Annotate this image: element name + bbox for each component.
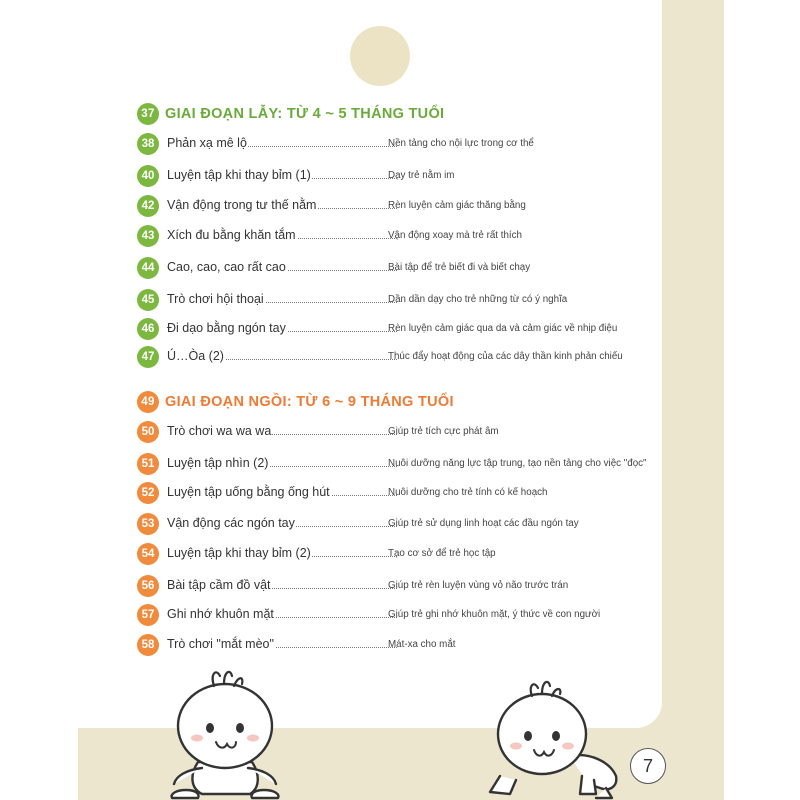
- decorative-circle: [350, 26, 410, 86]
- entry-description: Rèn luyện cảm giác thăng bằng: [388, 200, 526, 211]
- entry-description: Tạo cơ sở để trẻ học tập: [388, 548, 496, 559]
- toc-entry[interactable]: [137, 195, 597, 217]
- toc-entry[interactable]: [137, 575, 597, 597]
- entry-description: Vận động xoay mà trẻ rất thích: [388, 230, 522, 241]
- page-badge: 52: [137, 482, 159, 504]
- section-title: GIAI ĐOẠN NGỒI: TỪ 6 ~ 9 THÁNG TUỔI: [165, 394, 454, 410]
- section-header-lay: [137, 103, 444, 125]
- page-badge: 44: [137, 257, 159, 279]
- entry-title: Xích đu bằng khăn tắm: [167, 228, 296, 242]
- page-badge: 37: [137, 103, 159, 125]
- page-badge: 43: [137, 225, 159, 247]
- page-badge: 58: [137, 634, 159, 656]
- page-margin-left: [0, 0, 78, 800]
- entry-title: Luyện tập nhìn (2): [167, 456, 269, 470]
- entry-description: Giúp trẻ tích cực phát âm: [388, 426, 499, 437]
- entry-description: Nuôi dưỡng năng lực tập trung, tạo nền tảng cho việc "đọc": [388, 458, 647, 469]
- page-badge: 47: [137, 346, 159, 368]
- entry-title: Trò chơi hội thoại: [167, 292, 264, 306]
- entry-description: Dần dần dạy cho trẻ những từ có ý nghĩa: [388, 294, 568, 305]
- toc-entry[interactable]: [137, 543, 597, 565]
- baby-crawling-illustration: [470, 676, 630, 800]
- entry-title: Luyện tập uống bằng ống hút: [167, 485, 330, 499]
- toc-entry[interactable]: [137, 346, 623, 368]
- page-badge: 57: [137, 604, 159, 626]
- entry-description: Dạy trẻ nằm im: [388, 170, 455, 181]
- entry-title: Vận động trong tư thế nằm: [167, 198, 317, 212]
- page-badge: 56: [137, 575, 159, 597]
- entry-description: Thúc đẩy hoạt động của các dây thần kinh phản chiếu: [388, 351, 623, 362]
- entry-description: Mát-xa cho mắt: [388, 639, 456, 650]
- entry-title: Phản xạ mê lộ: [167, 136, 247, 150]
- entry-description: Giúp trẻ sử dụng linh hoạt các đầu ngón tay: [388, 518, 579, 529]
- entry-description: Nền tảng cho nội lực trong cơ thể: [388, 138, 534, 149]
- toc-entry[interactable]: [137, 133, 597, 155]
- entry-description: Giúp trẻ ghi nhớ khuôn mặt, ý thức về con người: [388, 609, 601, 620]
- page-margin-right: [724, 0, 800, 800]
- page-badge: 54: [137, 543, 159, 565]
- toc-entry[interactable]: [137, 513, 597, 535]
- toc-entry[interactable]: [137, 289, 597, 311]
- entry-title: Đi dạo bằng ngón tay: [167, 321, 286, 335]
- section-header-ngoi: [137, 391, 454, 413]
- toc-entry[interactable]: [137, 318, 618, 340]
- section-title: GIAI ĐOẠN LẪY: TỪ 4 ~ 5 THÁNG TUỔI: [165, 106, 445, 122]
- toc-entry[interactable]: [137, 453, 647, 475]
- toc-entry[interactable]: [137, 225, 597, 247]
- page-badge: 46: [137, 318, 159, 340]
- page-number: 7: [630, 748, 666, 784]
- entry-description: Giúp trẻ rèn luyện vùng vỏ não trước trán: [388, 580, 569, 591]
- toc-entry[interactable]: [137, 257, 597, 279]
- toc-entry[interactable]: [137, 482, 597, 504]
- entry-title: Vận động các ngón tay: [167, 516, 295, 530]
- entry-title: Luyện tập khi thay bỉm (2): [167, 546, 311, 560]
- entry-title: Trò chơi wa wa wa: [167, 424, 272, 438]
- page-badge: 49: [137, 391, 159, 413]
- baby-sitting-illustration: [150, 664, 300, 800]
- page-badge: 38: [137, 133, 159, 155]
- entry-description: Rèn luyện cảm giác qua da và cảm giác về nhịp điệu: [388, 323, 618, 334]
- entry-title: Ghi nhớ khuôn mặt: [167, 607, 274, 621]
- page-badge: 50: [137, 421, 159, 443]
- page-badge: 45: [137, 289, 159, 311]
- page-badge: 42: [137, 195, 159, 217]
- page-badge: 51: [137, 453, 159, 475]
- entry-title: Ú…Òa (2): [167, 349, 224, 363]
- toc-entry[interactable]: [137, 604, 601, 626]
- entry-title: Luyện tập khi thay bỉm (1): [167, 168, 311, 182]
- toc-entry[interactable]: [137, 421, 597, 443]
- toc-entry[interactable]: [137, 165, 597, 187]
- page-badge: 53: [137, 513, 159, 535]
- page-badge: 40: [137, 165, 159, 187]
- entry-description: Bài tập để trẻ biết đi và biết chạy: [388, 262, 531, 273]
- toc-entry[interactable]: [137, 634, 597, 656]
- entry-title: Trò chơi "mắt mèo": [167, 637, 274, 651]
- entry-title: Bài tập cầm đồ vật: [167, 578, 271, 592]
- entry-title: Cao, cao, cao rất cao: [167, 260, 286, 274]
- entry-description: Nuôi dưỡng cho trẻ tính có kế hoạch: [388, 487, 548, 498]
